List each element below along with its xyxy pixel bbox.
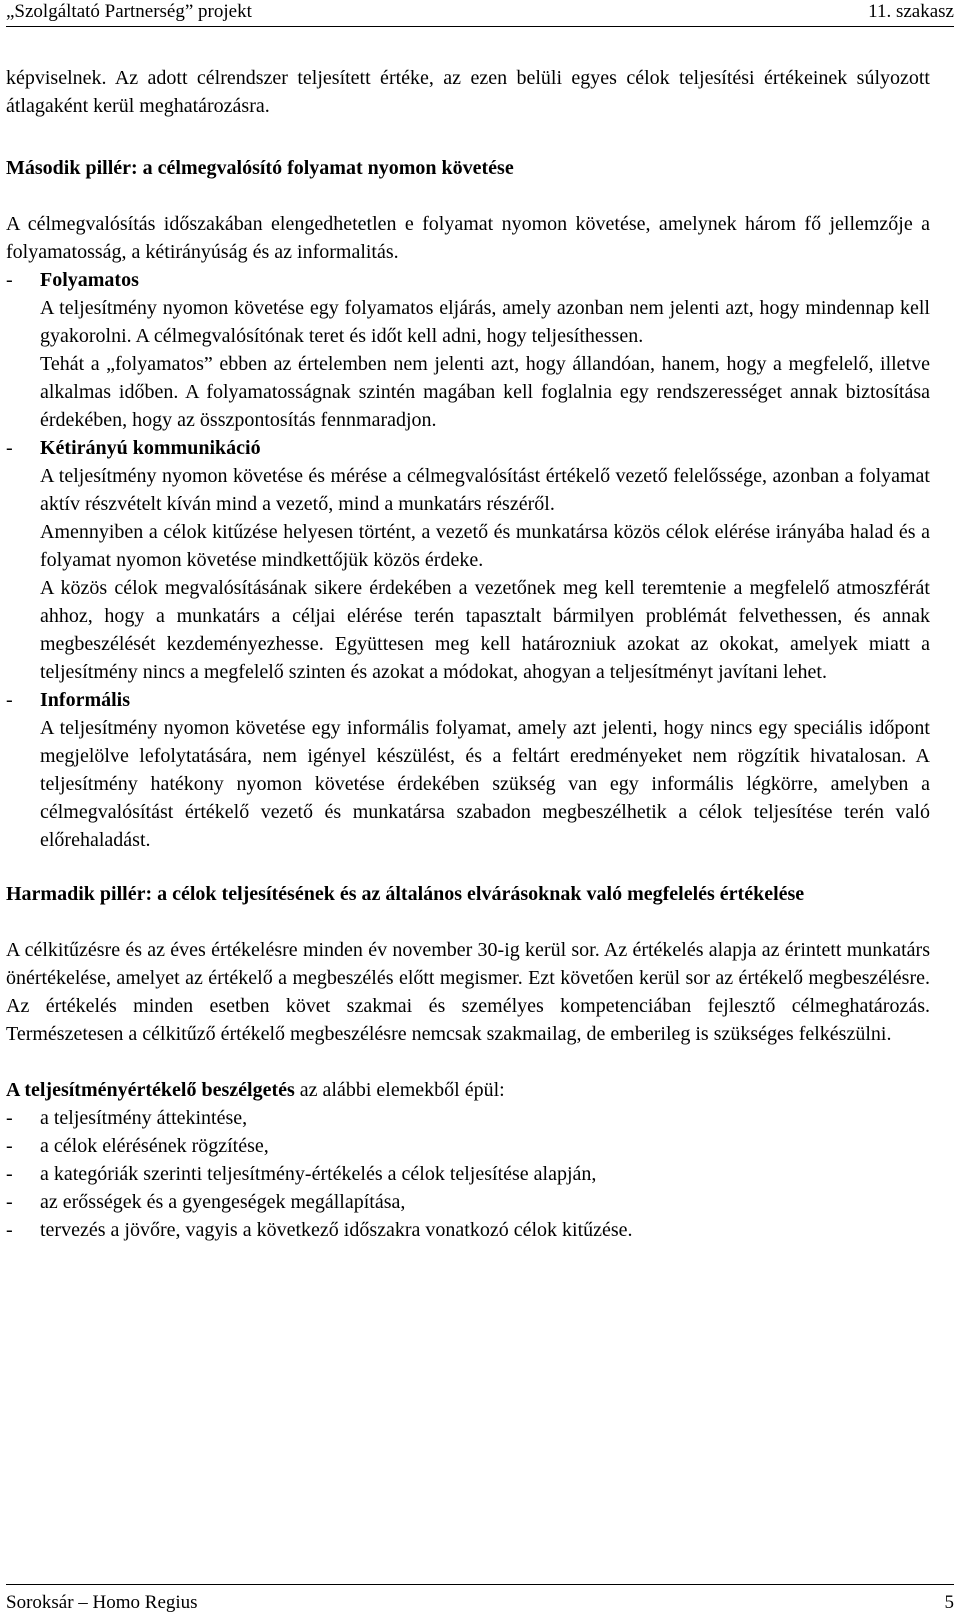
list-item-text: az erősségek és a gyengeségek megállapítása, (40, 1191, 406, 1213)
page-footer (6, 1584, 954, 1615)
interview-list (6, 1104, 930, 1244)
dash-bullet: - (6, 437, 13, 459)
pillar2-item-folyamatos (6, 266, 930, 434)
list-item (6, 1188, 930, 1216)
page-number: 5 (944, 1592, 954, 1613)
list-item-text: tervezés a jövőre, vagyis a következő időszakra vonatkozó célok kitűzése. (40, 1219, 633, 1241)
item-title: Informális (40, 689, 130, 711)
interview-intro (6, 1076, 930, 1104)
item-paragraph: Tehát a „folyamatos” ebben az értelemben nem jelenti azt, hogy állandóan, hanem, hogy a megfelelő, illetve alkalmas időben. A folyamatosságnak szintén magában kell foglalnia egy rendszerességet annak biztosítása érdekében, hogy az összpontosítás fennmaradjon. (40, 353, 930, 431)
header-section: 11. szakasz (868, 1, 954, 22)
dash-bullet: - (6, 689, 13, 711)
interview-intro-rest: az alábbi elemekből épül: (294, 1079, 505, 1101)
item-paragraph: A teljesítmény nyomon követése és mérése a célmegvalósítást értékelő vezető felelőssége, azonban a folyamat aktív részvételt kíván mind a vezető, mind a munkatárs részéről. (40, 465, 930, 515)
footer-organization: Soroksár – Homo Regius (6, 1592, 198, 1613)
item-paragraph: A teljesítmény nyomon követése egy informális folyamat, amely azt jelenti, hogy nincs egy speciális időpont megjelölve lefolytatására, nem igényel készülést, és a feltárt eredményeket nem rögzítik hivatalosan. A teljesítmény hatékony nyomon követése érdekében szükség van egy informális légkörre, amelyben a célmegvalósítást értékelő vezető és munkatársa szabadon megbeszélhetik a célok teljesítése terén való előrehaladást. (40, 717, 930, 851)
pillar2-item-informalis (6, 686, 930, 854)
interview-bold-term: A teljesítményértékelő beszélgetés (6, 1079, 295, 1101)
pillar3-paragraph: A célkitűzésre és az éves értékelésre minden év november 30-ig kerül sor. Az értékelés alapja az érintett munkatárs önértékelése, amelyet az értékelő a megbeszélés előtt megismer. Ezt követően kerül sor az értékelő megbeszélésre. Az értékelés minden esetben követ szakmai és személyes kompetenciában fejlesztő célmeghatározás. Természetesen a célkitűző értékelő megbeszélésre nemcsak szakmailag, de emberileg is szükséges felkészülni. (6, 939, 930, 1045)
pillar2-heading: Második pillér: a célmegvalósító folyamat nyomon követése (6, 157, 514, 179)
list-item (6, 1160, 930, 1188)
item-title: Kétirányú kommunikáció (40, 437, 261, 459)
list-item (6, 1104, 930, 1132)
pillar2-item-ketiranyu (6, 434, 930, 686)
list-item-text: a teljesítmény áttekintése, (40, 1107, 248, 1129)
pillar2-intro: A célmegvalósítás időszakában elengedhetetlen e folyamat nyomon követése, amelynek három fő jellemzője a folyamatosság, a kétirányúság és az informalitás. (6, 213, 930, 263)
header-project-title: „Szolgáltató Partnerség” projekt (6, 1, 252, 22)
item-paragraph: Amennyiben a célok kitűzése helyesen történt, a vezető és munkatársa közös célok elérése irányába halad és a folyamat nyomon követése mindkettőjük közös érdeke. (40, 521, 930, 571)
item-title: Folyamatos (40, 269, 139, 291)
page-header (6, 0, 954, 27)
item-paragraph: A teljesítmény nyomon követése egy folyamatos eljárás, amely azonban nem jelenti azt, hogy mindennap kell gyakorolni. A célmegvalósítónak teret és időt kell adni, hogy teljesíthessen. (40, 297, 930, 347)
dash-bullet: - (6, 269, 13, 291)
intro-paragraph: képviselnek. Az adott célrendszer teljesített értéke, az ezen belüli egyes célok teljesítési értékeinek súlyozott átlagaként kerül meghatározásra. (6, 67, 930, 117)
dash-bullet: - (6, 1135, 13, 1157)
pillar3-heading: Harmadik pillér: a célok teljesítésének és az általános elvárásoknak való megfelelés értékelése (6, 883, 805, 905)
dash-bullet: - (6, 1163, 13, 1185)
list-item (6, 1216, 930, 1244)
dash-bullet: - (6, 1107, 13, 1129)
list-item-text: a kategóriák szerinti teljesítmény-értékelés a célok teljesítése alapján, (40, 1163, 597, 1185)
dash-bullet: - (6, 1191, 13, 1213)
dash-bullet: - (6, 1219, 13, 1241)
list-item-text: a célok elérésének rögzítése, (40, 1135, 269, 1157)
item-paragraph: A közös célok megvalósításának sikere érdekében a vezetőnek meg kell teremtenie a megfelelő atmoszférát ahhoz, hogy a munkatárs a céljai elérése terén tapasztalt bármilyen problémát felvethessen, és annak megbeszélését kezdeményezhesse. Együttesen meg kell határozniuk azokat az okokat, amelyek miatt a teljesítmény nincs a megfelelő szinten és azokat a módokat, ahogyan a teljesítményt javítani lehet. (40, 577, 930, 683)
page-content (6, 64, 930, 1244)
list-item (6, 1132, 930, 1160)
